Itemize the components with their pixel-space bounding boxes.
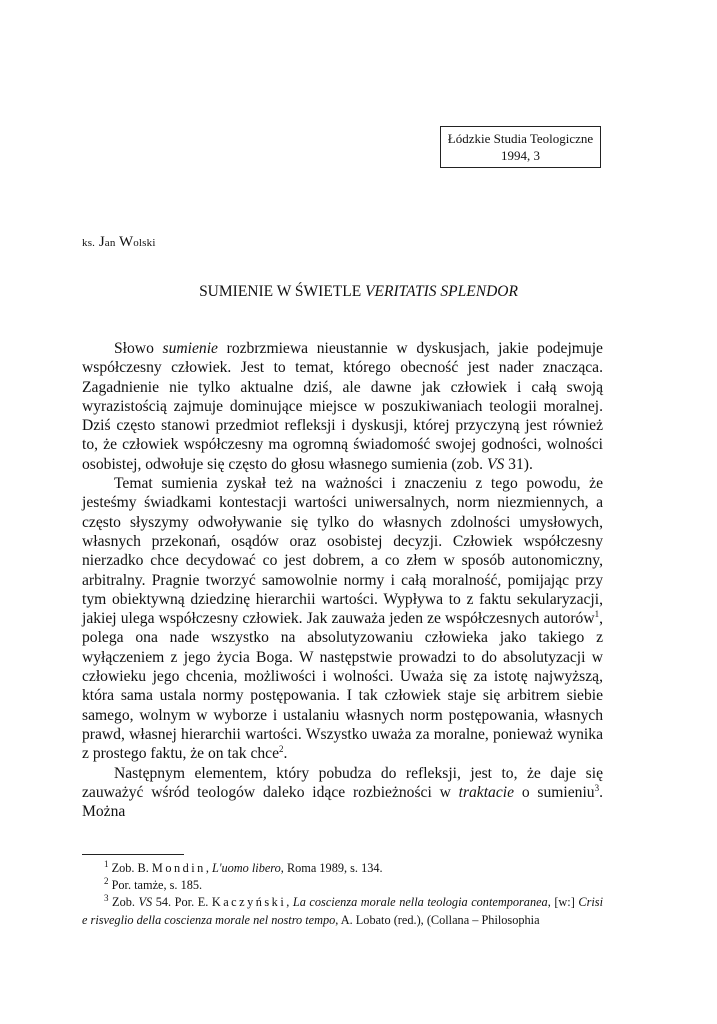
fn1-text-a: Zob. B. xyxy=(108,861,152,875)
footnotes xyxy=(82,860,603,929)
footnote-3-number: 3 xyxy=(104,893,109,904)
footnote-2-number: 2 xyxy=(104,876,109,887)
fn1-italic-title: L'uomo libero xyxy=(212,861,281,875)
fn3-text-c: 54. Por. E. xyxy=(152,895,212,910)
journal-name: Łódzkie Studia Teologiczne xyxy=(447,131,594,146)
p1-text-c: rozbrzmiewa nieustannie w dyskusjach, jakie podejmuje współczesny człowiek. Jest to temat, którego obecność jest nader znacząca. Zagadnienie nie tylko aktualne dziś, ale dawne jak człowiek i całą swoją wyrazistością zajmuje dominujące miejsce w poszukiwaniach teologii moralnej. Dziś często stanowi przedmiot refleksji i dyskusji, której przyczyną jest również to, że człowiek współczesny ma ogromną świadomość swojej godności, wolności osobistej, odwołuje się często do głosu własnego sumienia (zob. xyxy=(82,340,603,473)
footnote-1 xyxy=(82,860,603,877)
footnote-ref-3[interactable]: 3 xyxy=(594,782,600,793)
p3-italic-traktacie: traktacie xyxy=(458,783,515,801)
footnote-2 xyxy=(82,877,603,894)
paragraph-2 xyxy=(82,474,603,763)
p1-text-a: Słowo xyxy=(114,340,163,357)
fn2-text: Por. tamże, s. 185. xyxy=(108,878,203,893)
author-prefix: ks. xyxy=(82,237,96,249)
p2-text-b: , polega ona nade wszystko na absolutyzowaniu człowieka jako takiego z wyłączeniem z jego życia Boga. W następstwie prowadzi to do absolutyzacji w człowieku jego chcenia, możliwości i wolności. Uważa się za istotę najwyższą, która sama ustala normy postępowania. I tak człowiek staje się arbitrem siebie samego, wolnym w wyborze i ustalaniu własnych norm postępowania, własnych prawd, własnej hierarchii wartości. Wszystko uważa za moralne, ponieważ wynika z prostego faktu, że on tak chce xyxy=(82,610,603,763)
p2-text-c: . xyxy=(283,745,288,763)
title-plain: SUMIENIE W ŚWIETLE xyxy=(199,283,366,300)
p2-text-a: Temat sumienia zyskał też na ważności i znaczeniu z tego powodu, że jesteśmy świadkami kontestacji wartości uniwersalnych, norm niezmiennych, a często słyszymy odwoływanie się tylko do własnych zdolności umysłowych, własnych przekonań, osądów oraz osobistej decyzji. Człowiek współczesny nierzadko chce decydować co jest dobrem, a co złem w sposób autonomiczny, arbitralny. Pragnie tworzyć samowolnie normy i całą moralność, pomijając przy tym obiektywną dziedzinę hierarchii wartości. Wypływa to z faktu sekularyzacji, jakiej ulega współczesny człowiek. Jak zauważa jeden ze współczesnych autorów xyxy=(82,475,603,628)
p3-text-a: Następnym elementem, który pobudza do refleksji, jest to, że daje się zauważyć wśród teologów daleko idące rozbieżności w xyxy=(82,764,603,801)
p3-text-c: o sumieniu xyxy=(514,783,595,801)
fn3-italic-vs: VS xyxy=(138,895,153,910)
paragraph-1 xyxy=(82,339,603,474)
footnote-3 xyxy=(82,894,603,928)
fn3-author-kaczynski: Kaczyński xyxy=(211,895,287,910)
footnote-separator xyxy=(82,854,184,855)
fn3-text-g: , [w:] xyxy=(547,895,579,910)
author-first-initial: J xyxy=(98,234,105,250)
journal-reference-box xyxy=(440,126,601,168)
fn3-text-e: , xyxy=(286,895,293,910)
fn1-author-mondin: Mondin xyxy=(151,861,206,875)
title-italic: VERITATIS SPLENDOR xyxy=(365,283,518,300)
fn3-italic-title-1: La coscienza morale nella teologia contemporanea xyxy=(292,895,548,910)
journal-issue: 1994, 3 xyxy=(501,148,540,163)
author-last-rest: olski xyxy=(133,237,156,249)
article-body xyxy=(82,339,603,821)
author-line xyxy=(82,234,156,251)
footnote-1-number: 1 xyxy=(104,858,109,869)
footnote-ref-2[interactable]: 2 xyxy=(279,744,284,755)
p1-italic-sumienie: sumienie xyxy=(162,340,218,357)
fn1-text-c: , xyxy=(205,861,212,875)
footnote-ref-1[interactable]: 1 xyxy=(594,608,600,619)
fn3-text-i: , A. Lobato (red.), (Collana – Philosophia xyxy=(335,912,540,927)
author-last-initial: W xyxy=(119,234,134,250)
paragraph-3 xyxy=(82,764,603,822)
p3-text-d: . Można xyxy=(82,783,603,821)
p1-text-e: 31). xyxy=(504,455,533,473)
fn1-text-e: , Roma 1989, s. 134. xyxy=(280,861,383,875)
author-first-rest: an xyxy=(104,237,116,249)
fn3-italic-title-2: Crisi e risveglio della coscienza morale nel nostro tempo xyxy=(82,895,603,927)
article-title xyxy=(0,283,717,301)
p1-italic-vs: VS xyxy=(486,455,505,473)
fn3-text-a: Zob. xyxy=(108,895,139,910)
